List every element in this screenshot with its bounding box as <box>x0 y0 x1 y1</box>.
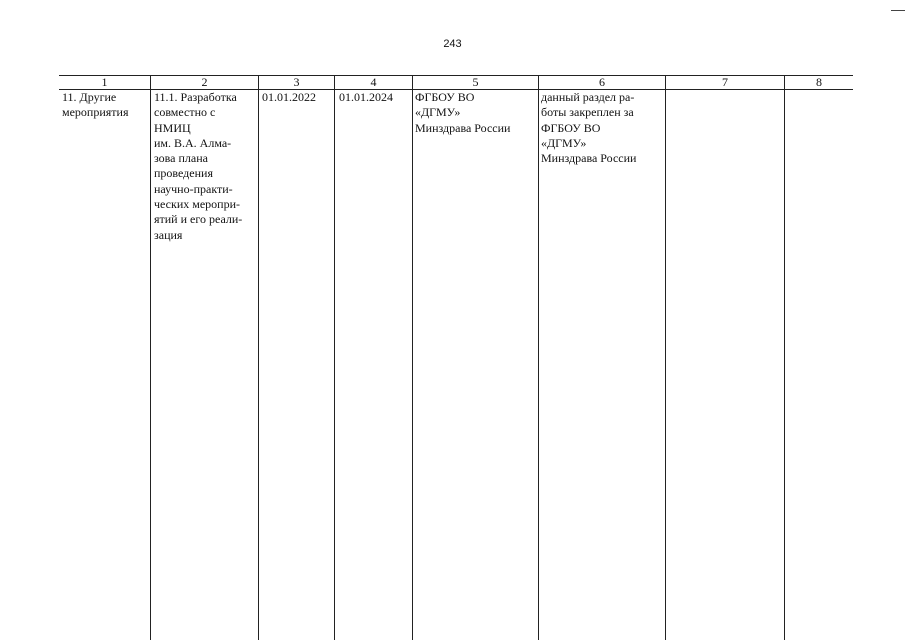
page-number: 243 <box>443 38 462 50</box>
column-divider <box>150 75 151 640</box>
column-number-1: 1 <box>101 75 108 89</box>
note-cell: данный раздел ра- боты закреплен за ФГБОУ ВО «ДГМУ» Минздрава России <box>541 90 637 166</box>
measure-cell: 11.1. Разработка совместно с НМИЦ им. В.А. Алма- зова плана проведения научно-практи- ческих меропри- ятий и его реали- зация <box>154 90 243 242</box>
scan-corner-mark <box>891 0 905 11</box>
column-number-3: 3 <box>293 75 300 89</box>
column-divider <box>258 75 259 640</box>
column-divider <box>334 75 335 640</box>
responsible-cell: ФГБОУ ВО «ДГМУ» Минздрава России <box>415 90 511 135</box>
column-divider <box>538 75 539 640</box>
column-number-2: 2 <box>201 75 208 89</box>
column-number-7: 7 <box>722 75 728 89</box>
start-date-cell: 01.01.2022 <box>262 90 316 104</box>
column-divider <box>412 75 413 640</box>
column-number-5: 5 <box>472 75 479 89</box>
column-number-6: 6 <box>599 75 605 89</box>
section-title-cell: 11. Другие мероприятия <box>62 90 129 120</box>
column-number-8: 8 <box>816 75 822 89</box>
end-date-cell: 01.01.2024 <box>339 90 393 104</box>
column-number-4: 4 <box>370 75 377 89</box>
plan-table <box>59 75 853 640</box>
column-divider <box>784 75 785 640</box>
column-divider <box>665 75 666 640</box>
